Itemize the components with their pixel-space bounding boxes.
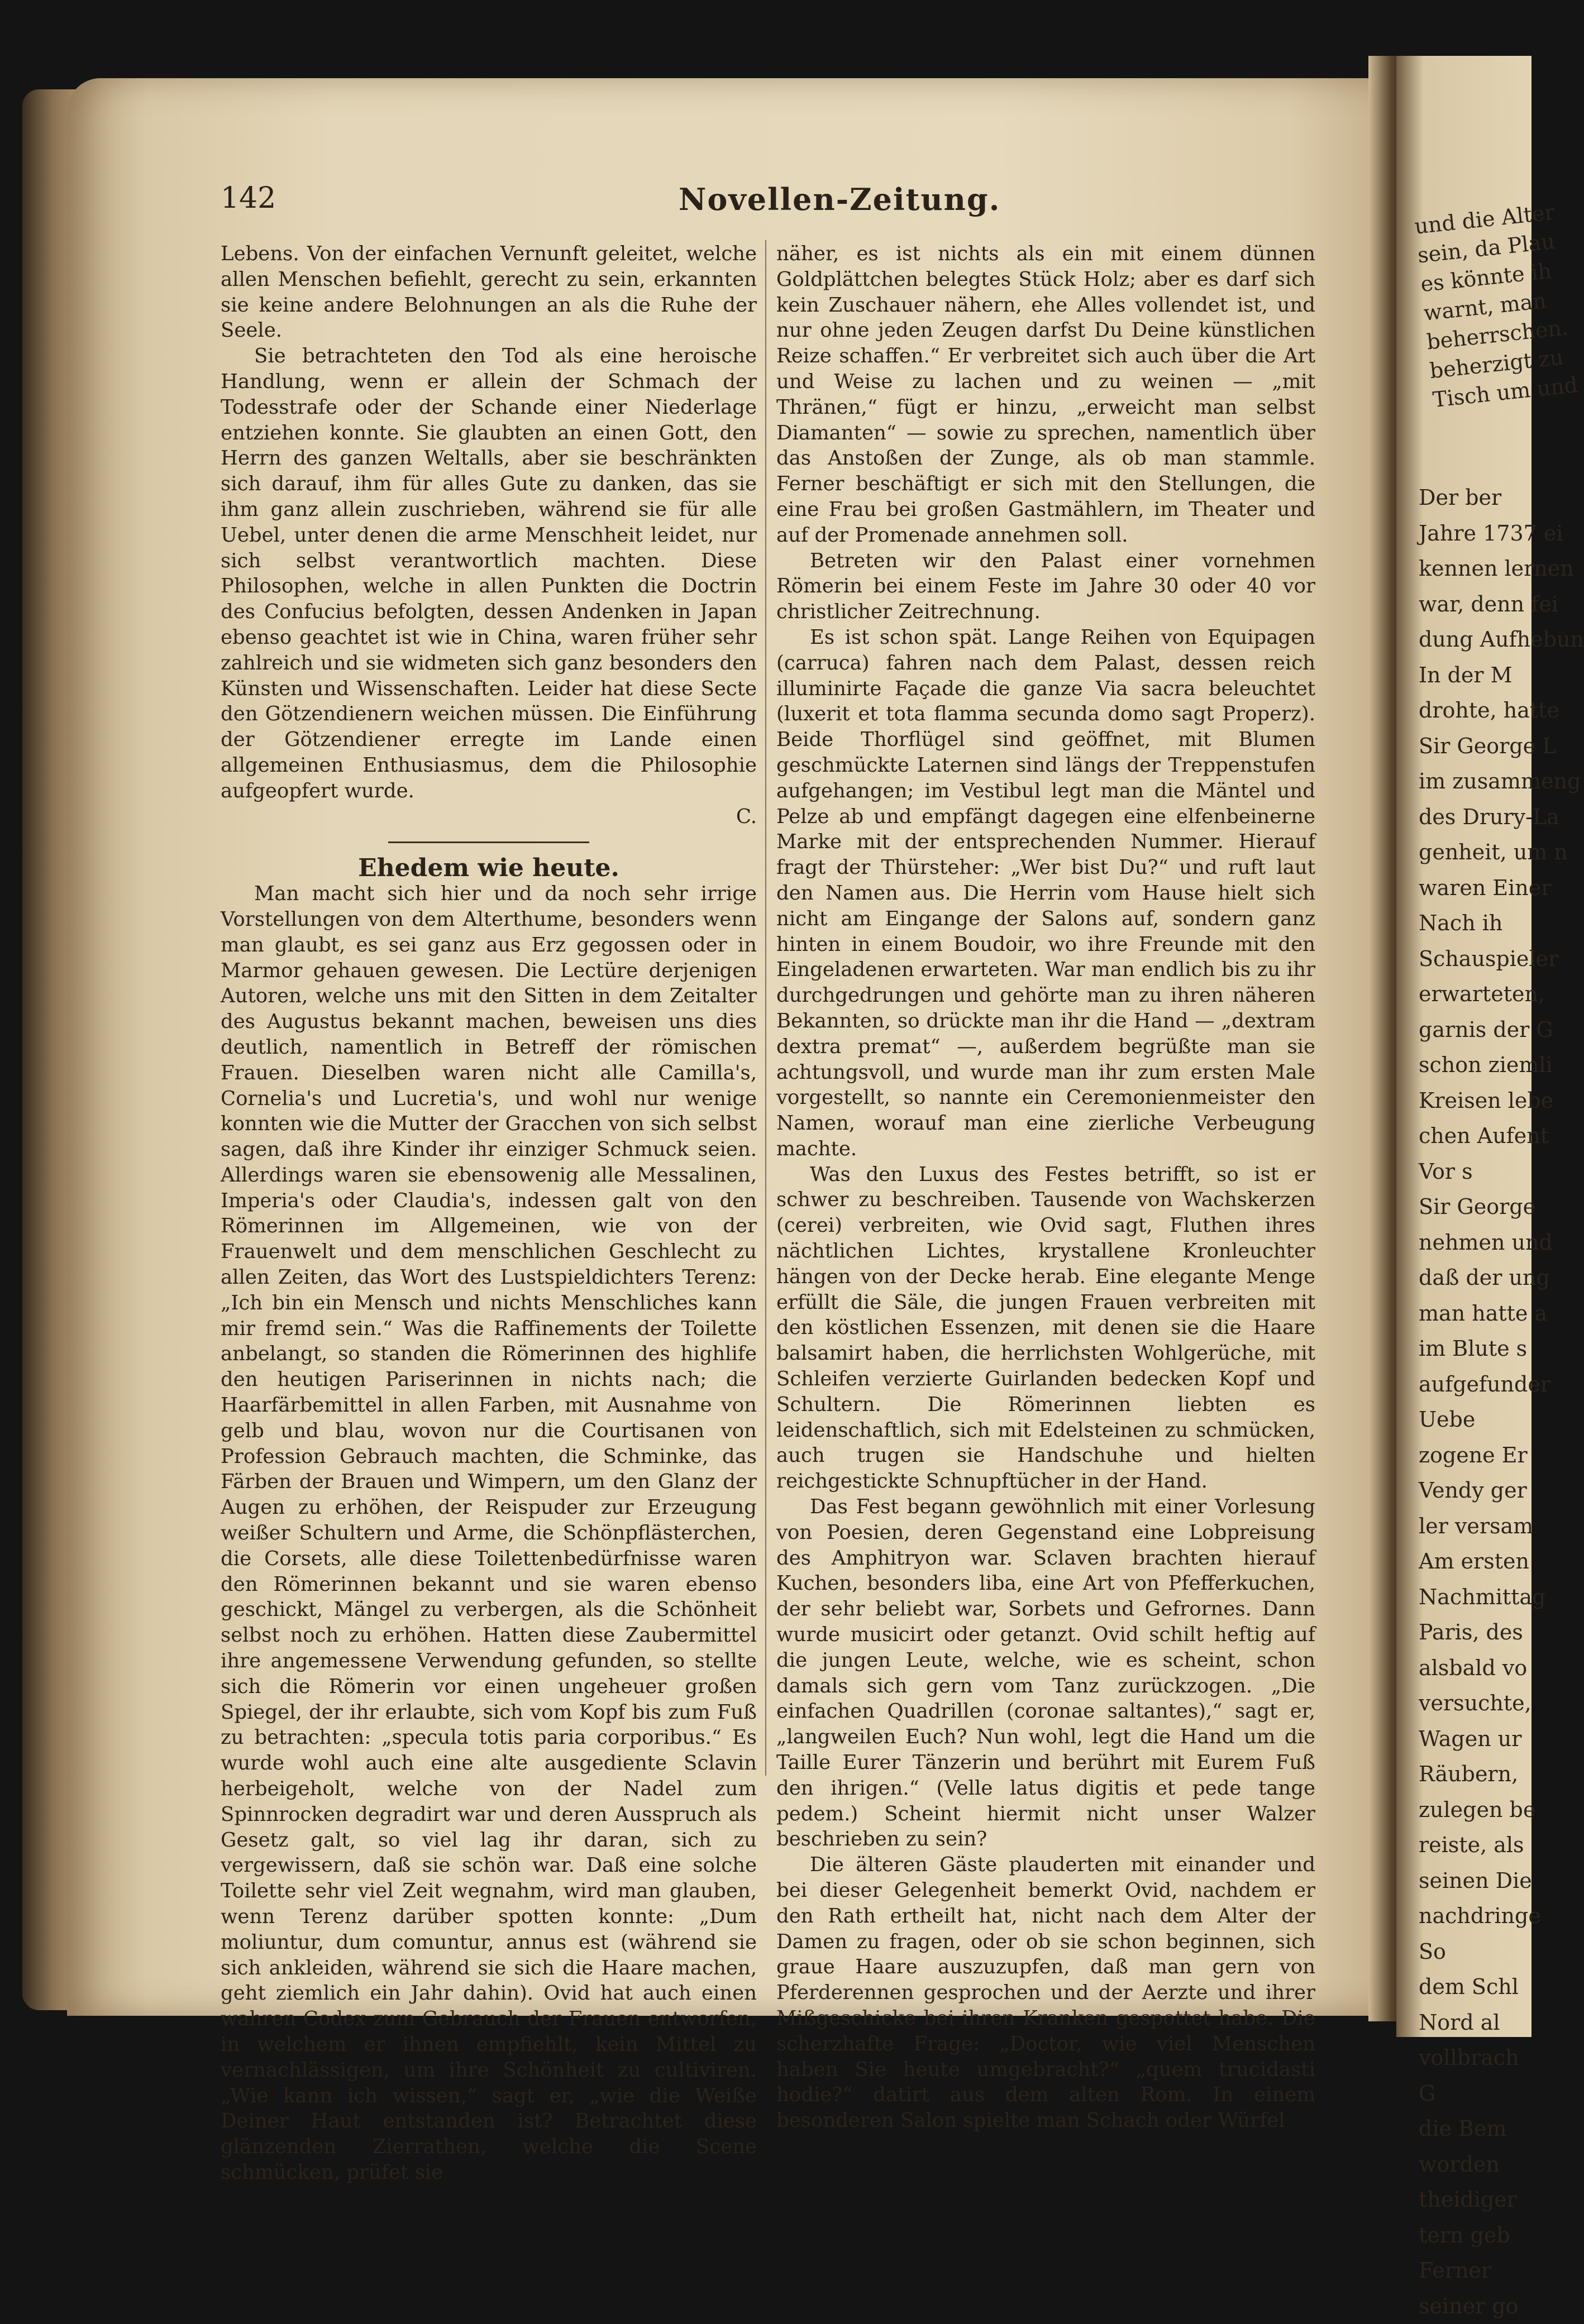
- facing-line: zulegen be: [1419, 1792, 1530, 1828]
- facing-line: G: [1419, 2076, 1530, 2112]
- facing-line: warnt, man: [1422, 285, 1558, 328]
- facing-line: erwarteten,: [1419, 977, 1530, 1012]
- facing-line: Kreisen lebe: [1419, 1083, 1530, 1119]
- facing-page-fragment: [1396, 56, 1531, 2037]
- journal-title: Novellen-Zeitung.: [679, 181, 1000, 217]
- facing-line: Am ersten: [1419, 1544, 1530, 1580]
- facing-line: vollbrach: [1419, 2040, 1530, 2076]
- facing-line: Nachmittag: [1419, 1580, 1530, 1615]
- facing-line: Vendy ger: [1419, 1473, 1530, 1509]
- facing-line: Tisch um und: [1432, 371, 1568, 414]
- facing-line: seinen Die: [1419, 1863, 1530, 1899]
- paragraph: näher, es ist nichts als ein mit einem dünnen Goldplättchen belegtes Stück Holz; aber es darf sich kein Zuschauer nähern, ehe Alles vollendet ist, und nur ohne jeden Zeugen darfst Du Deine künstlichen Reize schaffen.“ Er verbreitet sich auch über die Art und Weise zu lachen und zu weinen — „mit Thränen,“ fügt er hinzu, „erweicht man selbst Diamanten“ — sowie zu sprechen, namentlich über das Anstoßen der Zunge, als ob man stammle. Ferner beschäftigt er sich mit den Stellungen, die eine Frau bei großen Gastmählern, im Theater und auf der Promenade annehmen soll.: [776, 241, 1315, 548]
- facing-line: waren Einer: [1419, 871, 1530, 906]
- left-column: [221, 241, 757, 2186]
- facing-line: sein, da Plau: [1416, 227, 1552, 270]
- facing-line: nachdringe: [1419, 1899, 1530, 1934]
- facing-line: aufgefunder: [1419, 1367, 1530, 1403]
- page-number: 142: [221, 181, 276, 215]
- facing-line: Nach ih: [1419, 906, 1530, 941]
- paragraph: Das Fest begann gewöhnlich mit einer Vorlesung von Poesien, deren Gegenstand eine Lobpreisung des Amphitryon war. Sclaven brachten hierauf Kuchen, besonders liba, eine Art von Pfefferkuchen, der sehr beliebt war, Sorbets und Gefrornes. Dann wurde musicirt oder getanzt. Ovid schilt heftig auf die jungen Leute, welche, wie es scheint, schon damals sich gern vom Tanz zurückzogen. „Die einfachen Quadrillen (coronae saltantes),“ sagt er, „langweilen Euch? Nun wohl, legt die Hand um die Taille Eurer Tänzerin und berührt mit Eurem Fuß den ihrigen.“ (Velle latus digitis et pede tange pedem.) Scheint hiermit nicht unser Walzer beschrieben zu sein?: [776, 1494, 1315, 1852]
- facing-line: und die Alter: [1413, 198, 1549, 241]
- paragraph: Es ist schon spät. Lange Reihen von Equipagen (carruca) fahren nach dem Palast, dessen reich illuminirte Façade die ganze Via sacra beleuchtet (luxerit et tota flamma secunda domo sagt Properz). Beide Thorflügel sind geöffnet, mit Blumen geschmückte Laternen sind längs der Treppenstufen aufgehangen; im Vestibul legt man die Mäntel und Pelze ab und empfängt dagegen eine elfenbeinerne Marke mit der entsprechenden Nummer. Hierauf fragt der Thürsteher: „Wer bist Du?“ und ruft laut den Namen aus. Die Herrin vom Hause hielt sich nicht am Eingange der Salons auf, sondern ganz hinten in einem Boudoir, wo ihre Freunde mit den Eingeladenen erwarteten. War man endlich bis zu ihr durchgedrungen und gehörte man zu ihren näheren Bekannten, so drückte man ihr die Hand — „dextram dextra premat“ —, außerdem begrüßte man sie achtungsvoll, und wurde man ihr zum ersten Male vorgestellt, so nannte ein Ceremonienmeister den Namen, worauf man eine zierliche Verbeugung machte.: [776, 625, 1315, 1162]
- facing-line: beherzigt zu: [1428, 342, 1564, 385]
- article-title: Ehedem wie heute.: [221, 855, 757, 881]
- facing-line: In der M: [1419, 658, 1530, 694]
- facing-line: im Blute s: [1419, 1331, 1530, 1367]
- facing-line: die Bem: [1419, 2111, 1530, 2147]
- facing-line: Sir George: [1419, 1189, 1530, 1225]
- page-header: [221, 181, 1315, 226]
- facing-line: man hatte a: [1419, 1296, 1530, 1332]
- facing-line: genheit, um n: [1419, 835, 1530, 871]
- facing-line: chen Aufent: [1419, 1118, 1530, 1154]
- facing-line: Schauspieler: [1419, 941, 1530, 977]
- facing-line: daß der ung: [1419, 1260, 1530, 1296]
- facing-line: Sir George L: [1419, 729, 1530, 764]
- facing-line: zogene Er: [1419, 1438, 1530, 1474]
- paragraph: Was den Luxus des Festes betrifft, so ist er schwer zu beschreiben. Tausende von Wachskerzen (cerei) verbreiten, wie Ovid sagt, Fluthen ihres nächtlichen Lichtes, krystallene Kronleuchter hängen von der Decke herab. Eine elegante Menge erfüllt die Säle, die jungen Frauen verbreiten mit den köstlichen Essenzen, mit denen sie die Haare balsamirt haben, die herrlichsten Wohlgerüche, mit Schleifen verzierte Guirlanden bedecken Kopf und Schultern. Die Römerinnen liebten es leidenschaftlich, sich mit Edelsteinen zu schmücken, auch trugen sie Handschuhe und hielten reichgestickte Schnupftücher in der Hand.: [776, 1162, 1315, 1494]
- facing-line: theidiger: [1419, 2182, 1530, 2218]
- facing-line: versuchte,: [1419, 1686, 1530, 1722]
- facing-line: garnis der G: [1419, 1012, 1530, 1048]
- facing-line: seiner go: [1419, 2289, 1530, 2324]
- facing-page-lower-text: [1419, 480, 1530, 2324]
- facing-line: ler versam: [1419, 1509, 1530, 1544]
- facing-line: reiste, als: [1419, 1828, 1530, 1863]
- paragraph: Man macht sich hier und da noch sehr irrige Vorstellungen von dem Alterthume, besonders wenn man glaubt, es sei ganz aus Erz gegossen oder in Marmor gehauen gewesen. Die Lectüre derjenigen Autoren, welche uns mit den Sitten in dem Zeitalter des Augustus bekannt machen, beweisen uns dies deutlich, namentlich in Betreff der römischen Frauen. Dieselben waren nicht alle Camilla's, Cornelia's und Lucretia's, und wohl nur wenige konnten wie die Mutter der Gracchen von sich selbst sagen, daß ihre Kinder ihr einziger Schmuck seien. Allerdings waren sie ebensowenig alle Messalinen, Imperia's oder Claudia's, indessen galt von den Römerinnen im Allgemeinen, wie von der Frauenwelt und dem menschlichen Geschlecht zu allen Zeiten, das Wort des Lustspieldichters Terenz: „Ich bin ein Mensch und nichts Menschliches kann mir fremd sein.“ Was die Raffinements der Toilette anbelangt, so standen die Römerinnen des highlife den heutigen Pariserinnen in nichts nach; die Haarfärbemittel in allen Farben, mit Ausnahme von gelb und blau, wovon nur die Courtisanen von Profession Gebrauch machten, die Schminke, das Färben der Brauen und Wimpern, um den Glanz der Augen zu erhöhen, der Reispuder zur Erzeugung weißer Schultern und Arme, die Schönpflästerchen, die Corsets, alle diese Toilettenbedürfnisse waren den Römerinnen bekannt und sie waren ebenso geschickt, Mängel zu verbergen, als die Schönheit selbst noch zu erhöhen. Hatten diese Zaubermittel ihre angemessene Verwendung gefunden, so stellte sich die Römerin vor einen ungeheuer großen Spiegel, der ihr erlaubte, sich vom Kopf bis zum Fuß zu betrachten: „specula totis paria corporibus.“ Es wurde wohl auch eine alte ausgediente Sclavin herbeigeholt, welche von der Nadel zum Spinnrocken degradirt war und deren Ausspruch als Gesetz galt, so viel lag ihr daran, sich zu vergewissern, daß sie schön war. Daß eine solche Toilette sehr viel Zeit wegnahm, wird man glauben, wenn Terenz darüber spotten konnte: „Dum moliuntur, dum comuntur, annus est (während sie sich ankleiden, während sie sich die Haare machen, geht ziemlich ein Jahr dahin). Ovid hat auch einen wahren Codex zum Gebrauch der Frauen entworfen, in welchem er ihnen empfiehlt, kein Mittel zu vernachlässigen, um ihre Schönheit zu cultiviren. „Wie kann ich wissen,“ sagt er, „wie die Weiße Deiner Haut entstanden ist? Betrachtet diese glänzenden Zierrathen, welche die Scene schmücken, prüfet sie: [221, 881, 757, 2186]
- paragraph: Die älteren Gäste plauderten mit einander und bei dieser Gelegenheit bemerkt Ovid, nachdem er den Rath ertheilt hat, nicht nach dem Alter der Damen zu fragen, oder ob sie schon beginnen, sich graue Haare auszuzupfen, daß man gern von Pferderennen gesprochen und der Aerzte und ihrer Mißgeschicke bei ihren Kranken gespottet habe. Die scherzhafte Frage: „Doctor, wie viel Menschen haben Sie heute umgebracht?“ „quem trucidasti hodie?“ datirt aus dem alten Rom. In einem besonderen Salon spielte man Schach oder Würfel: [776, 1852, 1315, 2134]
- facing-line: Wagen ur: [1419, 1722, 1530, 1757]
- facing-line: des Drury-La: [1419, 800, 1530, 835]
- facing-line: So: [1419, 1934, 1530, 1970]
- facing-line: tern geb: [1419, 2218, 1530, 2254]
- facing-line: alsbald vo: [1419, 1651, 1530, 1686]
- column-divider: [765, 240, 766, 1776]
- facing-line: kennen lernen: [1419, 551, 1530, 587]
- facing-line: worden: [1419, 2147, 1530, 2183]
- facing-line: war, denn fei: [1419, 587, 1530, 623]
- facing-line: drohte, hatte: [1419, 693, 1530, 729]
- facing-line: Uebe: [1419, 1402, 1530, 1438]
- section-separator: [388, 841, 589, 843]
- paragraph: Lebens. Von der einfachen Vernunft geleitet, welche allen Menschen befiehlt, gerecht zu sein, erkannten sie keine andere Belohnungen an als die Ruhe der Seele.: [221, 241, 757, 343]
- facing-line: schon ziemli: [1419, 1048, 1530, 1083]
- paragraph: Betreten wir den Palast einer vornehmen Römerin bei einem Feste im Jahre 30 oder 40 vor christlicher Zeitrechnung.: [776, 548, 1315, 625]
- facing-line: im zusammeng: [1419, 764, 1530, 800]
- facing-page-top-text: [1413, 198, 1568, 414]
- paragraph: Sie betrachteten den Tod als eine heroische Handlung, wenn er allein der Schmach der Todesstrafe oder der Schande einer Niederlage entziehen konnte. Sie glaubten an einen Gott, den Herrn des ganzen Weltalls, aber sie beschränkten sich darauf, ihm für alles Gute zu danken, das sie ihm ganz allein zuschrieben, während sie für alle Uebel, unter denen die arme Menschheit leidet, nur sich selbst verantwortlich machten. Diese Philosophen, welche in allen Punkten die Doctrin des Confucius befolgten, dessen Andenken in Japan ebenso geachtet ist wie in China, waren früher sehr zahlreich und sie widmeten sich ganz besonders den Künsten und Wissenschaften. Leider hat diese Secte den Götzendienern weichen müssen. Die Einführung der Götzendiener erregte im Lande einen allgemeinen Enthusiasmus, dem die Philosophie aufgeopfert wurde.: [221, 343, 757, 804]
- right-column: [776, 241, 1315, 2134]
- facing-line: Der ber: [1419, 480, 1530, 516]
- facing-line: Paris, des: [1419, 1615, 1530, 1651]
- facing-line: dung Aufhebun: [1419, 622, 1530, 658]
- facing-line: es könnte ih: [1419, 256, 1556, 299]
- facing-line: Jahre 1737 ei: [1419, 516, 1530, 552]
- facing-line: nehmen und: [1419, 1225, 1530, 1261]
- facing-line: beherrschen.: [1425, 314, 1562, 357]
- facing-line: Ferner: [1419, 2253, 1530, 2289]
- facing-line: Vor s: [1419, 1154, 1530, 1190]
- author-signature: C.: [221, 804, 757, 830]
- facing-line: Nord al: [1419, 2005, 1530, 2041]
- facing-line: Räubern,: [1419, 1757, 1530, 1792]
- facing-line: dem Schl: [1419, 1969, 1530, 2005]
